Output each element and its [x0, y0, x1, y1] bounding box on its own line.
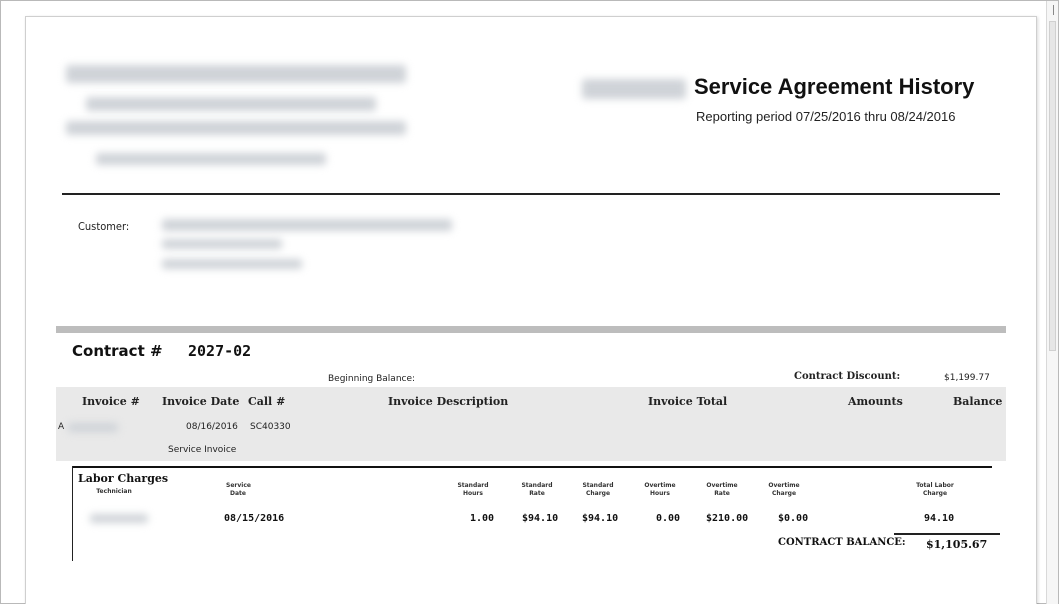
- labor-col-overtime-rate: Overtime Rate: [706, 482, 738, 497]
- invoice-type-value: Service Invoice: [168, 445, 237, 455]
- contract-section-band: [56, 326, 1006, 333]
- call-no-value: SC40330: [250, 422, 291, 432]
- labor-col-total-charge: Total Labor Charge: [916, 482, 954, 497]
- labor-col-technician: Technician: [96, 488, 132, 495]
- labor-standard-rate: $94.10: [522, 513, 559, 524]
- contract-number: 2027-02: [188, 342, 252, 360]
- report-page: [25, 16, 1037, 604]
- contract-balance-label: CONTRACT BALANCE:: [778, 537, 906, 548]
- labor-standard-charge: $94.10: [582, 513, 619, 524]
- vertical-scrollbar[interactable]: [1046, 1, 1058, 604]
- contract-discount-label: Contract Discount:: [794, 371, 901, 382]
- redacted-technician: [90, 514, 148, 523]
- col-call-no: Call #: [248, 395, 286, 408]
- customer-label: Customer:: [78, 220, 130, 233]
- labor-section-top-border: [72, 466, 992, 468]
- redacted-customer-address: [162, 239, 282, 249]
- header-divider: [62, 193, 1000, 195]
- labor-total-charge: 94.10: [924, 513, 955, 524]
- col-invoice-total: Invoice Total: [648, 395, 728, 408]
- labor-col-standard-rate: Standard Rate: [521, 482, 553, 497]
- redacted-company-address: [86, 97, 376, 111]
- redacted-company-extra: [96, 153, 326, 165]
- col-invoice-date: Invoice Date: [162, 395, 240, 408]
- labor-overtime-charge: $0.00: [778, 513, 809, 524]
- contract-balance-value: $1,105.67: [926, 538, 988, 551]
- invoice-no-value: A: [58, 422, 65, 432]
- redacted-company-contact: [66, 121, 406, 135]
- redacted-invoice-no: [68, 423, 118, 432]
- labor-col-overtime-hours: Overtime Hours: [644, 482, 676, 497]
- col-invoice-no: Invoice #: [82, 395, 140, 408]
- labor-section-left-border: [72, 466, 73, 561]
- labor-col-standard-hours: Standard Hours: [457, 482, 489, 497]
- col-amounts: Amounts: [848, 395, 903, 408]
- col-balance: Balance: [953, 395, 1003, 408]
- scrollbar-thumb[interactable]: [1049, 21, 1056, 351]
- scrollbar-marker: [1053, 5, 1054, 15]
- labor-charges-title: Labor Charges: [78, 472, 169, 485]
- beginning-balance-label: Beginning Balance:: [328, 374, 416, 384]
- redacted-customer-name: [162, 219, 452, 231]
- redacted-company-name: [66, 65, 406, 83]
- redacted-customer-city: [162, 259, 302, 269]
- labor-col-service-date: Service Date: [226, 482, 251, 497]
- col-invoice-description: Invoice Description: [388, 395, 509, 408]
- invoice-date-value: 08/16/2016: [186, 422, 238, 432]
- contract-label: Contract #: [72, 342, 163, 360]
- contract-discount-value: $1,199.77: [944, 373, 990, 383]
- labor-col-standard-charge: Standard Charge: [582, 482, 614, 497]
- labor-col-overtime-charge: Overtime Charge: [768, 482, 800, 497]
- labor-standard-hours: 1.00: [470, 513, 495, 524]
- redacted-title-prefix: [582, 79, 686, 99]
- reporting-period: Reporting period 07/25/2016 thru 08/24/2016: [696, 109, 956, 124]
- report-title: Service Agreement History: [694, 74, 975, 99]
- labor-overtime-hours: 0.00: [656, 513, 681, 524]
- labor-overtime-rate: $210.00: [706, 513, 749, 524]
- labor-service-date: 08/15/2016: [224, 513, 285, 524]
- balance-underline: [894, 533, 1000, 535]
